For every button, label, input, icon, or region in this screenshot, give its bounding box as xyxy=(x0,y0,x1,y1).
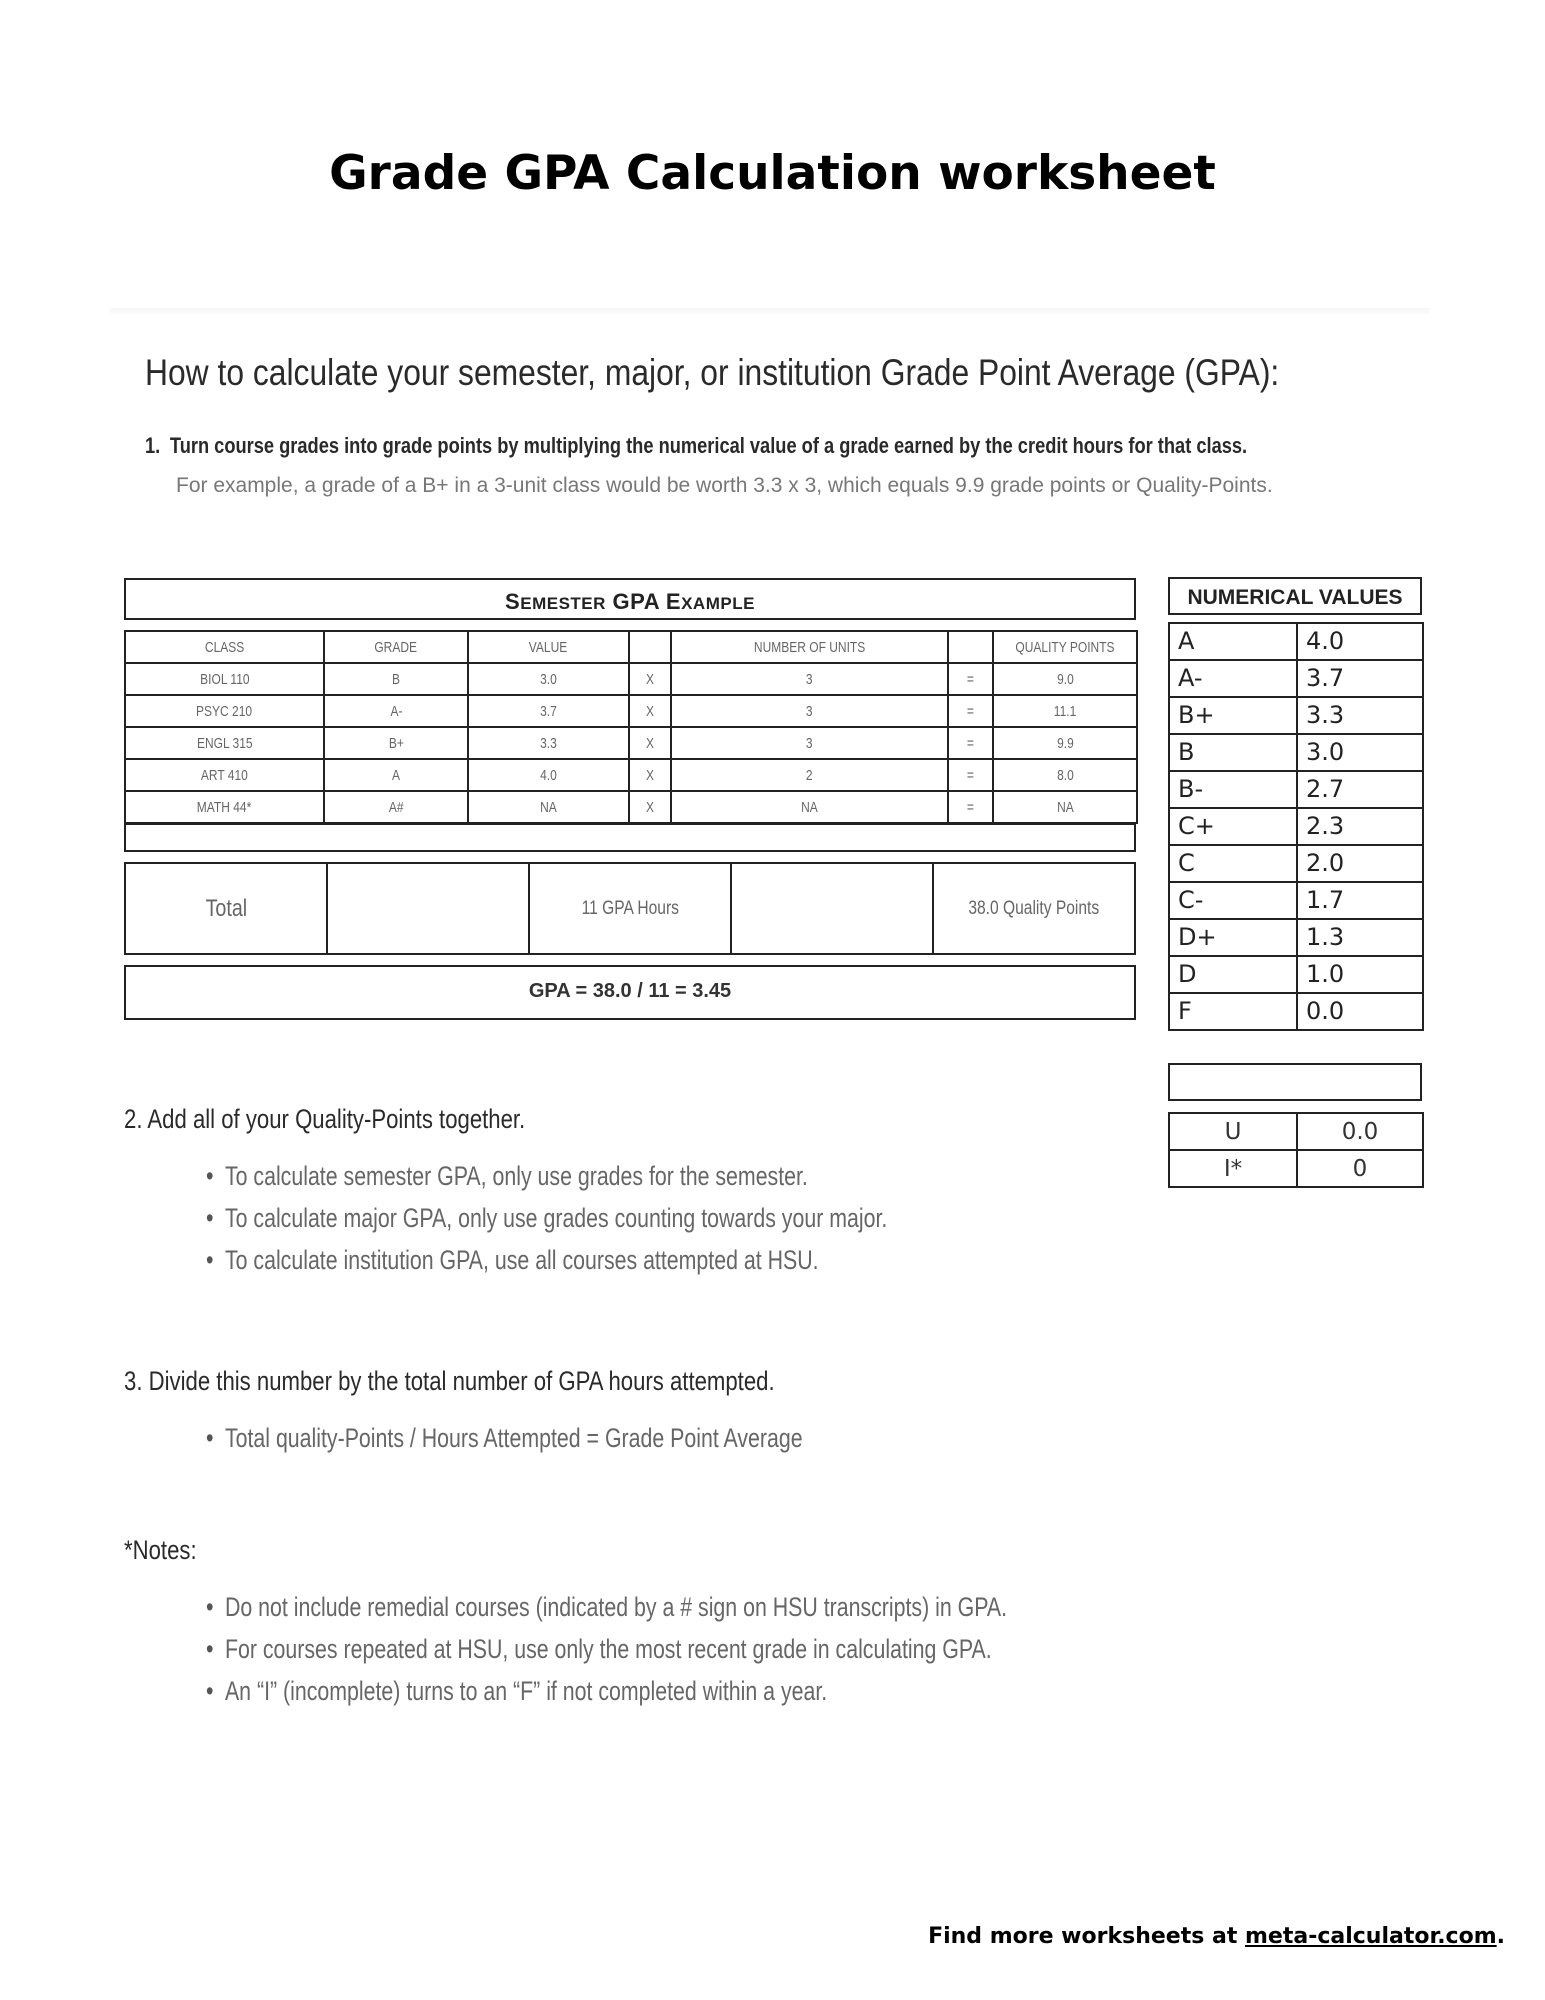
list-item: • An “I” (incomplete) turns to an “F” if not completed within a year. xyxy=(206,1670,1007,1712)
grade-letter: D xyxy=(1169,956,1297,993)
numerical-values-title: NUMERICAL VALUES xyxy=(1187,586,1403,609)
grade-letter: B+ xyxy=(1169,697,1297,734)
list-item: • Do not include remedial courses (indicated by a # sign on HSU transcripts) in GPA. xyxy=(206,1586,1007,1628)
table-cell: 2 xyxy=(671,759,948,791)
step-1-instruction xyxy=(145,433,1247,459)
grade-letter: B- xyxy=(1169,771,1297,808)
step-1-number: 1. xyxy=(145,433,161,458)
grade-value: 2.0 xyxy=(1297,845,1423,882)
divider xyxy=(110,308,1430,314)
table-cell: = xyxy=(948,727,993,759)
grade-value: 0 xyxy=(1297,1150,1423,1187)
step-1-example: For example, a grade of a B+ in a 3-unit class would be worth 3.3 x 3, which equals 9.9 grade points or Quality-Points. xyxy=(176,474,1273,497)
bullet-icon: • xyxy=(206,1161,214,1191)
table-cell: = xyxy=(948,663,993,695)
step-2-heading: 2. Add all of your Quality-Points together. xyxy=(124,1104,526,1134)
table-cell: ENGL 315 xyxy=(125,727,324,759)
list-item: • To calculate semester GPA, only use grades for the semester. xyxy=(206,1155,887,1197)
table-cell: 9.0 xyxy=(993,663,1137,695)
table-row xyxy=(1169,882,1423,919)
table-cell: A# xyxy=(324,791,468,823)
grade-letter: A xyxy=(1169,623,1297,660)
footer-suffix: . xyxy=(1496,1924,1505,1949)
table-cell: 3 xyxy=(671,695,948,727)
column-header: CLASS xyxy=(125,631,324,663)
table-cell: = xyxy=(948,759,993,791)
grade-value: 1.7 xyxy=(1297,882,1423,919)
grade-value: 3.0 xyxy=(1297,734,1423,771)
table-cell: 3 xyxy=(671,727,948,759)
total-hours: 11 GPA Hours xyxy=(529,863,731,954)
table-cell: BIOL 110 xyxy=(125,663,324,695)
column-header xyxy=(629,631,671,663)
grade-letter: I* xyxy=(1169,1150,1297,1187)
table-cell: NA xyxy=(671,791,948,823)
grade-letter: C xyxy=(1169,845,1297,882)
table-cell: X xyxy=(629,759,671,791)
grade-value: 0.0 xyxy=(1297,1113,1423,1150)
footer-text: Find more worksheets at xyxy=(928,1924,1245,1949)
bullet-icon: • xyxy=(206,1676,214,1706)
total-quality-points: 38.0 Quality Points xyxy=(933,863,1135,954)
step-3-heading: 3. Divide this number by the total number of GPA hours attempted. xyxy=(124,1366,775,1396)
table-row xyxy=(1169,1150,1423,1187)
empty-cell xyxy=(731,863,933,954)
table-row xyxy=(1169,808,1423,845)
grade-letter: C+ xyxy=(1169,808,1297,845)
table-cell: NA xyxy=(468,791,629,823)
table-row xyxy=(1169,845,1423,882)
table-cell: 11.1 xyxy=(993,695,1137,727)
grade-value: 0.0 xyxy=(1297,993,1423,1030)
table-header-row xyxy=(125,631,1137,663)
table-cell: 8.0 xyxy=(993,759,1137,791)
table-cell: X xyxy=(629,791,671,823)
blank-row xyxy=(1168,1063,1422,1101)
table-row xyxy=(125,727,1137,759)
table-cell: MATH 44* xyxy=(125,791,324,823)
grade-letter: C- xyxy=(1169,882,1297,919)
table-row xyxy=(125,695,1137,727)
table-cell: PSYC 210 xyxy=(125,695,324,727)
table-cell: 3.7 xyxy=(468,695,629,727)
list-item: • To calculate institution GPA, use all courses attempted at HSU. xyxy=(206,1239,887,1281)
gpa-formula: GPA = 38.0 / 11 = 3.45 xyxy=(528,980,732,1002)
bullet-icon: • xyxy=(206,1245,214,1275)
section-heading: How to calculate your semester, major, or institution Grade Point Average (GPA): xyxy=(145,352,1280,393)
semester-example-title-box xyxy=(124,578,1136,620)
table-cell: B+ xyxy=(324,727,468,759)
column-header xyxy=(948,631,993,663)
step-1-text: Turn course grades into grade points by multiplying the numerical value of a grade earned by the credit hours for that class. xyxy=(169,433,1248,458)
table-cell: 4.0 xyxy=(468,759,629,791)
table-row xyxy=(125,759,1137,791)
bullet-icon: • xyxy=(206,1203,214,1233)
totals-table xyxy=(124,862,1136,955)
table-row xyxy=(1169,623,1423,660)
table-row xyxy=(1169,993,1423,1030)
table-row xyxy=(1169,956,1423,993)
grade-value: 2.7 xyxy=(1297,771,1423,808)
table-cell: = xyxy=(948,791,993,823)
page-title: Grade GPA Calculation worksheet xyxy=(329,146,1216,201)
footer-link[interactable]: meta-calculator.com xyxy=(1245,1924,1497,1949)
grade-value: 1.0 xyxy=(1297,956,1423,993)
table-row xyxy=(1169,919,1423,956)
table-cell: ART 410 xyxy=(125,759,324,791)
grade-value: 3.7 xyxy=(1297,660,1423,697)
footer xyxy=(928,1924,1505,1949)
grade-value: 4.0 xyxy=(1297,623,1423,660)
numerical-values-table xyxy=(1168,622,1424,1031)
table-cell: 3.0 xyxy=(468,663,629,695)
empty-cell xyxy=(327,863,529,954)
step-2-list xyxy=(206,1155,1068,1281)
grade-letter: U xyxy=(1169,1113,1297,1150)
bullet-icon: • xyxy=(206,1634,214,1664)
grade-letter: F xyxy=(1169,993,1297,1030)
total-label: Total xyxy=(125,863,327,954)
table-cell: 3 xyxy=(671,663,948,695)
grade-letter: B xyxy=(1169,734,1297,771)
list-item: • To calculate major GPA, only use grades counting towards your major. xyxy=(206,1197,887,1239)
table-cell: X xyxy=(629,727,671,759)
grade-letter: D+ xyxy=(1169,919,1297,956)
table-cell: = xyxy=(948,695,993,727)
table-cell: NA xyxy=(993,791,1137,823)
step-3-list xyxy=(206,1417,961,1459)
gpa-result-box xyxy=(124,965,1136,1020)
blank-row xyxy=(124,823,1136,852)
totals-row xyxy=(125,863,1135,954)
special-grades-table xyxy=(1168,1112,1424,1188)
semester-example-table xyxy=(124,630,1138,824)
column-header: GRADE xyxy=(324,631,468,663)
table-row xyxy=(1169,660,1423,697)
column-header: NUMBER OF UNITS xyxy=(671,631,948,663)
table-cell: A xyxy=(324,759,468,791)
list-item: • For courses repeated at HSU, use only the most recent grade in calculating GPA. xyxy=(206,1628,1007,1670)
table-cell: X xyxy=(629,695,671,727)
list-item: • Total quality-Points / Hours Attempted = Grade Point Average xyxy=(206,1417,803,1459)
column-header: QUALITY POINTS xyxy=(993,631,1137,663)
table-row xyxy=(1169,734,1423,771)
table-row xyxy=(1169,697,1423,734)
table-row xyxy=(1169,1113,1423,1150)
grade-letter: A- xyxy=(1169,660,1297,697)
table-cell: B xyxy=(324,663,468,695)
semester-example-title: SEMESTER GPA EXAMPLE xyxy=(505,589,755,614)
notes-heading: *Notes: xyxy=(124,1535,197,1565)
grade-value: 2.3 xyxy=(1297,808,1423,845)
grade-value: 3.3 xyxy=(1297,697,1423,734)
table-row xyxy=(125,791,1137,823)
bullet-icon: • xyxy=(206,1592,214,1622)
column-header: VALUE xyxy=(468,631,629,663)
table-cell: A- xyxy=(324,695,468,727)
table-cell: X xyxy=(629,663,671,695)
table-row xyxy=(125,663,1137,695)
numerical-values-title-box xyxy=(1168,577,1422,615)
notes-list xyxy=(206,1586,1220,1712)
table-row xyxy=(1169,771,1423,808)
grade-value: 1.3 xyxy=(1297,919,1423,956)
table-cell: 3.3 xyxy=(468,727,629,759)
bullet-icon: • xyxy=(206,1423,214,1453)
table-cell: 9.9 xyxy=(993,727,1137,759)
